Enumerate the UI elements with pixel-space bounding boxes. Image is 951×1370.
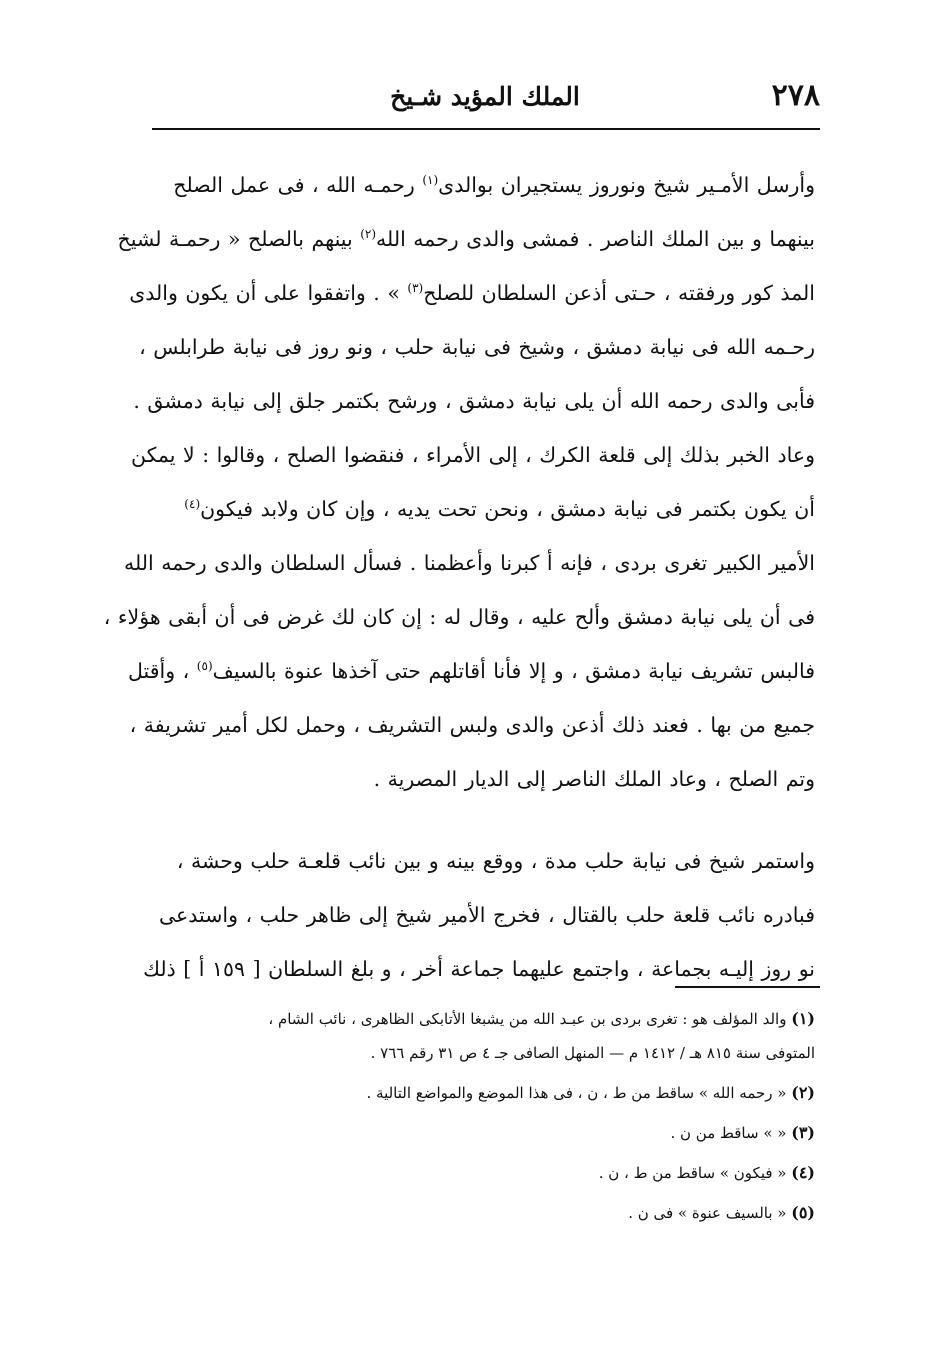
footnote-text: « فيكون » ساقط من ط ، ن . <box>598 1164 787 1182</box>
footnote-marker: (٤) <box>184 497 201 512</box>
main-text <box>103 158 815 996</box>
footnotes <box>165 1004 815 1238</box>
text-line: وعاد الخبر بذلك إلى قلعة الكرك ، إلى الأمراء ، فنقضوا الصلح ، وقالوا : لا يمكن <box>130 443 815 467</box>
page-number: ٢٧٨ <box>771 78 820 113</box>
footnote-rule <box>675 986 820 988</box>
text-line: بينهما و بين الملك الناصر . فمشى والدى رحمه الله$^{(٢)}$ بينهم بالصلح « رحمـة لشيخ <box>117 227 815 251</box>
paragraph-1 <box>103 158 815 806</box>
text-line: وتم الصلح ، وعاد الملك الناصر إلى الديار المصرية . <box>373 767 815 791</box>
footnote-1-continuation <box>165 1038 815 1068</box>
paragraph-gap <box>165 806 815 834</box>
text-line: واستمر شيخ فى نيابة حلب مدة ، ووقع بينه و بين نائب قلعـة حلب وحشة ، <box>176 849 815 873</box>
text-line: نو روز إليـه بجماعة ، واجتمع عليهما جماعة أخر ، و بلغ السلطان [ ١٥٩ أ ] ذلك <box>143 957 815 981</box>
paragraph-2 <box>143 834 815 996</box>
text-line: المذ كور ورفقته ، حـتى أذعن السلطان للصلح$^{(٣)}$ » . واتفقوا على أن يكون والدى <box>129 281 815 305</box>
text-line: أن يكون بكتمر فى نيابة دمشق ، ونحن تحت يديه ، وإن كان ولابد فيكون$^{(٤)}$ <box>184 497 815 521</box>
footnote-text: « رحمه الله » ساقط من ط ، ن ، فى هذا الموضع والمواضع التالية . <box>366 1084 787 1102</box>
footnote-number: (١) <box>791 1009 815 1028</box>
footnote-marker: (٢) <box>360 227 377 242</box>
text-line: رحـمه الله فى نيابة دمشق ، وشيخ فى نيابة حلب ، ونو روز فى نيابة طرابلس ، <box>139 335 815 359</box>
footnote-4 <box>165 1158 815 1188</box>
text-line: فبادره نائب قلعة حلب بالقتال ، فخرج الأمير شيخ إلى ظاهر حلب ، واستدعى <box>158 903 815 927</box>
footnote-number: (٣) <box>791 1123 815 1142</box>
page-header <box>150 72 820 122</box>
footnote-number: (٢) <box>791 1083 815 1102</box>
footnote-number: (٥) <box>791 1203 815 1222</box>
text-line: وأرسل الأمـير شيخ ونوروز يستجيران بوالدى$^{(١)}$ رحمـه الله ، فى عمل الصلح <box>173 173 815 197</box>
footnote-marker: (١) <box>422 173 439 188</box>
footnote-2 <box>165 1078 815 1108</box>
text-line: فى أن يلى نيابة دمشق وألح عليه ، وقال له : إن كان لك غرض فى أن أبقى هؤلاء ، <box>103 605 815 629</box>
footnote-1 <box>165 1004 815 1034</box>
running-title: الملك المؤيد شـيخ <box>390 82 580 111</box>
footnote-text: المتوفى سنة ٨١٥ هـ / ١٤١٢ م — المنهل الصافى جـ ٤ ص ٣١ رقم ٧٦٦ . <box>370 1044 815 1062</box>
footnote-5 <box>165 1198 815 1228</box>
header-rule <box>152 128 820 130</box>
footnote-number: (٤) <box>791 1163 815 1182</box>
text-line: فالبس تشريف نيابة دمشق ، و إلا فأنا أقاتلهم حتى آخذها عنوة بالسيف$^{(٥)}$ ، وأقتل <box>128 659 815 683</box>
text-line: الأمير الكبير تغرى بردى ، فإنه أ كبرنا وأعظمنا . فسأل السلطان والدى رحمه الله <box>123 551 815 575</box>
footnote-marker: (٥) <box>196 659 213 674</box>
text-line: جميع من بها . فعند ذلك أذعن والدى ولبس التشريف ، وحمل لكل أمير تشريفة ، <box>129 713 815 737</box>
footnote-text: « بالسيف عنوة » فى ن . <box>628 1204 787 1222</box>
footnote-3 <box>165 1118 815 1148</box>
footnote-marker: (٣) <box>407 281 424 296</box>
footnote-text: والد المؤلف هو : تغرى بردى بن عبـد الله من يشبغا الأتابكى الظاهرى ، نائب الشام ، <box>268 1010 787 1028</box>
text-line: فأبى والدى رحمه الله أن يلى نيابة دمشق ، ورشح بكتمر جلق إلى نيابة دمشق . <box>133 389 815 413</box>
footnote-text: « » ساقط من ن . <box>670 1124 787 1142</box>
